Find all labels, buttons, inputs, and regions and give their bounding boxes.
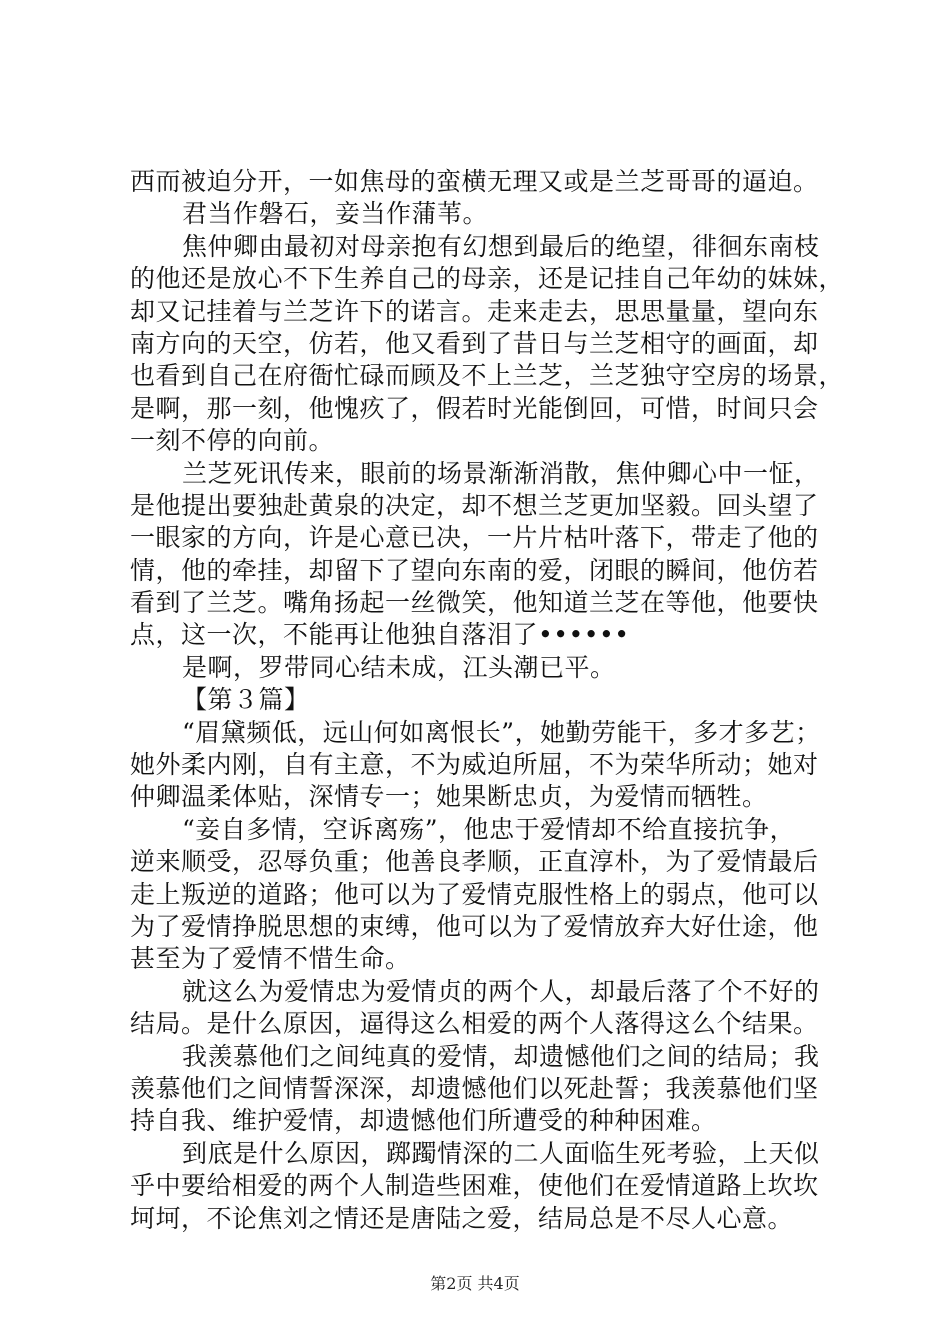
text-line: 为了爱情挣脱思想的束缚，他可以为了爱情放弃大好仕途，他: [130, 911, 819, 941]
text-line: 羡慕他们之间情誓深深，却遗憾他们以死赴誓；我羡慕他们坚: [130, 1073, 819, 1103]
page-footer: 第2页 共4页: [430, 1274, 520, 1293]
text-line: 点，这一次，不能再让他独自落泪了••••••: [130, 620, 630, 650]
text-line: 一眼家的方向，许是心意已决，一片片枯叶落下，带走了他的: [130, 523, 819, 553]
text-line: 的他还是放心不下生养自己的母亲，还是记挂自己年幼的妹妹，: [130, 264, 845, 294]
text-line: 情，他的牵挂，却留下了望向东南的爱，闭眼的瞬间，他仿若: [130, 555, 819, 585]
document-body: [130, 166, 845, 1235]
text-line: 坷坷，不论焦刘之情还是唐陆之爱，结局总是不尽人心意。: [130, 1203, 794, 1233]
text-line: 走上叛逆的道路；他可以为了爱情克服性格上的弱点，他可以: [130, 879, 819, 909]
text-line: “眉黛频低，远山何如离恨长”，她勤劳能干，多才多艺；: [182, 717, 821, 747]
text-line: 君当作磐石，妾当作蒲苇。: [182, 199, 489, 229]
text-line: 看到了兰芝。嘴角扬起一丝微笑，他知道兰芝在等他，他要快: [130, 588, 819, 618]
text-line: 焦仲卿由最初对母亲抱有幻想到最后的绝望，徘徊东南枝: [182, 231, 820, 261]
text-line: 到底是什么原因，踯躅情深的二人面临生死考验，上天似: [182, 1138, 820, 1168]
text-line: 一刻不停的向前。: [130, 426, 335, 456]
text-line: “妾自多情，空诉离殇”，他忠于爱情却不给直接抗争，: [182, 814, 796, 844]
text-line: 西而被迫分开，一如焦母的蛮横无理又或是兰芝哥哥的逼迫。: [130, 167, 819, 196]
text-line: 逆来顺受，忍辱负重；他善良孝顺，正直淳朴，为了爱情最后: [130, 847, 819, 877]
text-line: 是啊，那一刻，他愧疚了，假若时光能倒回，可惜，时间只会: [130, 393, 819, 423]
text-line: 我羡慕他们之间纯真的爱情，却遗憾他们之间的结局；我: [182, 1041, 820, 1071]
text-line: 兰芝死讯传来，眼前的场景渐渐消散，焦仲卿心中一怔，: [182, 458, 820, 488]
text-line: 持自我、维护爱情，却遗憾他们所遭受的种种困难。: [130, 1106, 717, 1136]
text-line: 是他提出要独赴黄泉的决定，却不想兰芝更加坚毅。回头望了: [130, 490, 819, 520]
text-line: 是啊，罗带同心结未成，江头潮已平。: [182, 652, 616, 682]
text-line: 甚至为了爱情不惜生命。: [130, 944, 411, 974]
text-line: 她外柔内刚，自有主意，不为威迫所屈，不为荣华所动；她对: [130, 750, 819, 780]
section-heading: 【第３篇】: [182, 685, 310, 715]
text-line: 乎中要给相爱的两个人制造些困难，使他们在爱情道路上坎坎: [130, 1171, 819, 1201]
text-line: 也看到自己在府衙忙碌而顾及不上兰芝，兰芝独守空房的场景，: [130, 361, 845, 391]
text-line: 结局。是什么原因，逼得这么相爱的两个人落得这么个结果。: [130, 1009, 819, 1039]
text-line: 却又记挂着与兰芝许下的诺言。走来走去，思思量量，望向东: [130, 296, 819, 326]
text-line: 就这么为爱情忠为爱情贞的两个人，却最后落了个不好的: [182, 976, 820, 1006]
text-line: 南方向的天空，仿若，他又看到了昔日与兰芝相守的画面，却: [130, 328, 819, 358]
text-line: 仲卿温柔体贴，深情专一；她果断忠贞，为爱情而牺牲。: [130, 782, 768, 812]
